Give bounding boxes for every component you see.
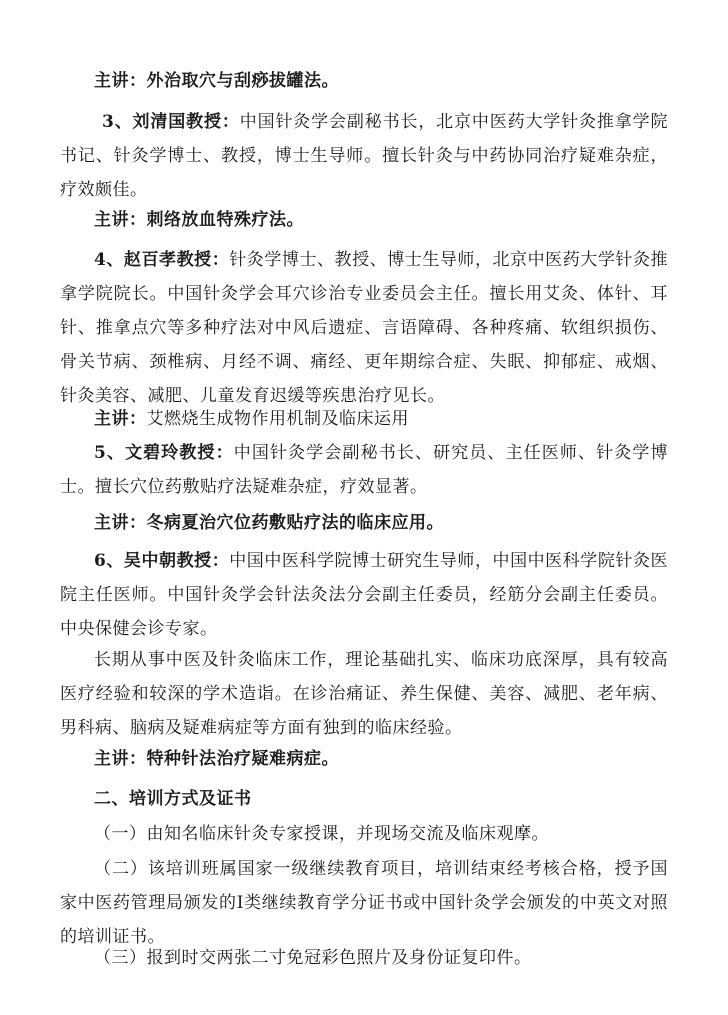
professor-bio: 中国针灸学会副秘书长，北京中医药大学针灸推拿学院书记、针灸学博士、教授，博士生导师。擅长针灸与中药协同治疗疑难杂症，疗效颇佳。 <box>60 112 668 200</box>
lecture-title: 特种针法治疗疑难病症。 <box>146 749 339 769</box>
professor-profile-6 <box>60 544 668 646</box>
lecture-title: 冬病夏治穴位药敷贴疗法的临床应用。 <box>146 513 444 533</box>
training-item-3: （三）报到时交两张二寸免冠彩色照片及身份证复印件。 <box>94 948 532 968</box>
professor-profile-4 <box>60 243 668 413</box>
professor-name: 4、赵百孝教授： <box>94 250 230 270</box>
professor-name: 5、文碧玲教授： <box>94 443 234 463</box>
lecture-topic-1 <box>60 64 668 98</box>
training-item-2: （二）该培训班属国家一级继续教育项目，培训结束经考核合格，授予国家中医药管理局颁发的Ⅰ类继续教育学分证书或中国针灸学会颁发的中英文对照的培训证书。 <box>60 859 668 947</box>
lecture-title: 刺络放血特殊疗法。 <box>146 210 304 230</box>
lecture-title: 外治取穴与刮痧拔罐法。 <box>146 71 339 91</box>
lecture-topic-4 <box>60 402 668 436</box>
lecture-label: 主讲： <box>94 409 147 429</box>
training-item-1: （一）由知名临床针灸专家授课，并现场交流及临床观摩。 <box>94 824 549 844</box>
lecture-label: 主讲： <box>94 71 147 91</box>
professor-bio: 中国针灸学会副秘书长、研究员、主任医师、针灸学博士。擅长穴位药敷贴疗法疑难杂症，疗效显著。 <box>60 443 668 497</box>
professor-6-experience: 长期从事中医及针灸临床工作，理论基础扎实、临床功底深厚，具有较高医疗经验和较深的学术造诣。在诊治痛证、养生保健、美容、减肥、老年病、男科病、脑病及疑难病症等方面有独到的临床经验。 <box>60 650 668 738</box>
professor-bio: 中国中医科学院博士研究生导师，中国中医科学院针灸医院主任医师。中国针灸学会针法灸法分会副主任委员，经筋分会副主任委员。中央保健会诊专家。 <box>60 551 668 639</box>
lecture-label: 主讲： <box>94 210 147 230</box>
professor-bio: 针灸学博士、教授、博士生导师，北京中医药大学针灸推拿学院院长。中国针灸学会耳穴诊治专业委员会主任。擅长用艾灸、体针、耳针、推拿点穴等多种疗法对中风后遗症、言语障碍、各种疼痛、软组织损伤、骨关节病、颈椎病、月经不调、痛经、更年期综合症、失眠、抑郁症、戒烟、针灸美容、减肥、儿童发育迟缓等疾患治疗见长。 <box>60 250 668 406</box>
section-heading-training: 二、培训方式及证书 <box>94 789 252 809</box>
lecture-topic-3 <box>60 203 668 237</box>
professor-name: 3、刘清国教授： <box>102 112 240 132</box>
lecture-label: 主讲： <box>94 749 147 769</box>
professor-profile-3 <box>60 105 668 207</box>
professor-profile-5 <box>60 436 668 504</box>
professor-name: 6、吴中朝教授： <box>94 551 230 571</box>
lecture-topic-6 <box>60 742 668 776</box>
lecture-topic-5 <box>60 506 668 540</box>
lecture-title: 艾燃烧生成物作用机制及临床运用 <box>146 409 409 429</box>
lecture-label: 主讲： <box>94 513 147 533</box>
